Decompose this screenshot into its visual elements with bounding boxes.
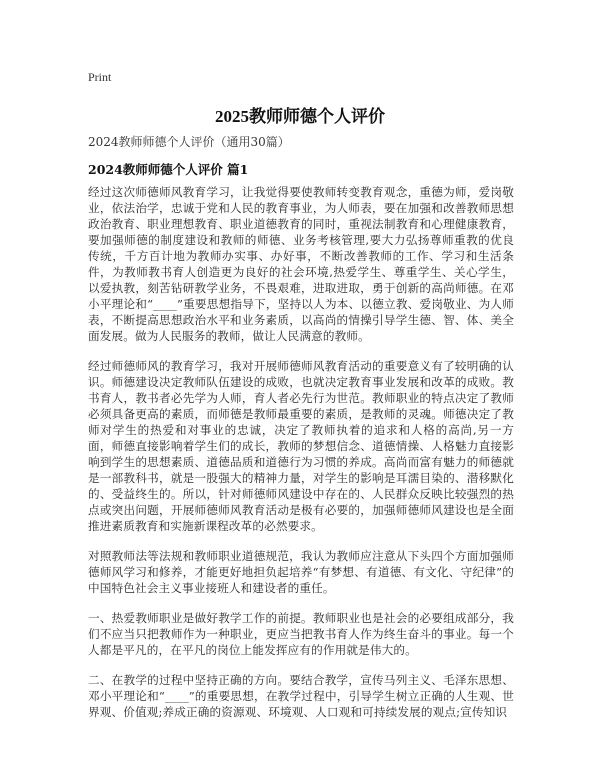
print-link[interactable]: Print (88, 70, 112, 84)
section-heading: 2024教师师德个人评价 篇1 (88, 162, 249, 177)
page-title: 2025教师师德个人评价 (215, 107, 385, 126)
document-body (88, 184, 514, 734)
paragraph: 二、在教学的过程中坚持正确的方向。要结合教学，宣传马列主义、毛泽东思想、邓小平理论和“____”的重要思想，在教学过程中，引导学生树立正确的人生观、世界观、价值观;养成正确的资源观、环境观、人口观和可持续发展的观点;宣传知识 (88, 673, 514, 719)
paragraph: 一、热爱教师职业是做好教学工作的前提。教师职业也是社会的必要组成部分，我们不应当只把教师作为一种职业，更应当把教书育人作为终生奋斗的事业。每一个人都是平凡的，在平凡的岗位上能发挥应有的作用就是伟大的。 (88, 611, 514, 657)
document-subtitle: 2024教师师德个人评价（通用30篇） (88, 135, 290, 149)
paragraph: 经过师德师风的教育学习，我对开展师德师风教育活动的重要意义有了较明确的认识。师德建设决定教师队伍建设的成败，也就决定教育事业发展和改革的成败。教书育人，教书者必先学为人师，育人者必先行为世范。教师职业的特点决定了教师必须具备更高的素质，而师德是教师最重要的素质，是教师的灵魂。师德决定了教师对学生的热爱和对事业的忠诚，决定了教师执着的追求和人格的高尚,另一方面，师德直接影响着学生们的成长，教师的梦想信念、道德情操、人格魅力直接影响到学生的思想素质、道德品质和道德行为习惯的养成。高尚而富有魅力的师德就是一部教科书，就是一股强大的精神力量，对学生的影响是耳濡目染的、潜移默化的、受益终生的。所以，针对师德师风建设中存在的、人民群众反映比较强烈的热点或突出问题，开展师德师风教育活动是极有必要的，加强师德师风建设也是全面推进素质教育和实施新课程改革的必然要求。 (88, 359, 514, 533)
paragraph: 对照教师法等法规和教师职业道德规范，我认为教师应注意从下头四个方面加强师德师风学习和修养，才能更好地担负起培养“有梦想、有道德、有文化、守纪律”的中国特色社会主义事业接班人和建设者的重任。 (88, 549, 514, 595)
paragraph: 经过这次师德师风教育学习，让我觉得要使教师转变教育观念，重德为师，爱岗敬业，依法治学，忠诚于党和人民的教育事业，为人师表，要在加强和改善教师思想政治教育、职业理想教育、职业道德教育的同时，重视法制教育和心理健康教育，要加强师德的制度建设和教师的师德、业务考核管理,要大力弘扬尊师重教的优良传统，千方百计地为教师办实事、办好事，不断改善教师的工作、学习和生活条件，为教师教书育人创造更为良好的社会环境,热爱学生、尊重学生、关心学生，以爱执教，刻苦钻研教学业务，不畏艰难，进取进取，勇于创新的高尚师德。在邓小平理论和“____”重要思想指导下，坚持以人为本、以德立教、爱岗敬业、为人师表，不断提高思想政治水平和业务素质，以高尚的情操引导学生德、智、体、美全面发展。做为人民服务的教师，做让人民满意的教师。 (88, 185, 514, 343)
